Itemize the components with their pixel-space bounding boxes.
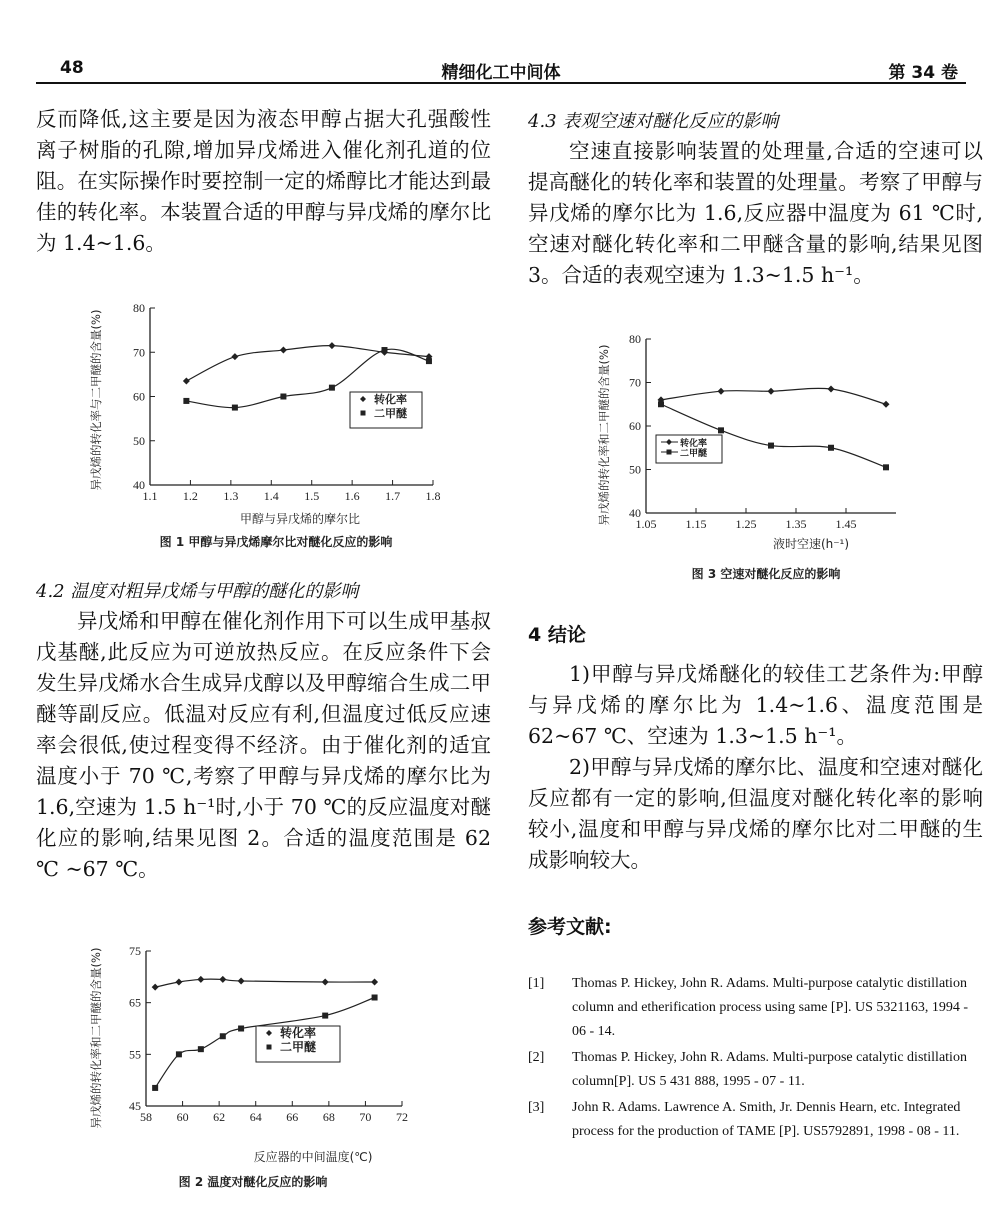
reference-item	[528, 1046, 978, 1094]
page-header	[36, 52, 966, 84]
data-point-dme	[198, 1046, 204, 1052]
data-point-conversion	[768, 388, 775, 395]
data-point-dme	[183, 398, 189, 404]
y-tick-label: 80	[133, 301, 145, 315]
x-tick-label: 1.25	[735, 517, 757, 531]
data-point-dme	[768, 443, 774, 449]
legend-square-icon	[361, 411, 366, 416]
section-title-4: 4 结论	[528, 624, 586, 646]
chart-3	[596, 315, 916, 590]
reference-text: Thomas P. Hickey, John R. Adams. Multi-purpose catalytic distillation column[P]. US 5 431 888, 1995 - 07 - 11.	[572, 1050, 967, 1089]
x-tick-label: 72	[396, 1110, 408, 1124]
page-number: 48	[60, 58, 84, 78]
legend-label: 二甲醚	[680, 449, 708, 459]
series-line-conversion	[155, 979, 374, 987]
right-conclusion	[528, 620, 983, 876]
y-tick-label: 45	[129, 1099, 141, 1113]
figure-2	[88, 928, 438, 1188]
y-tick-label: 50	[133, 433, 145, 448]
paragraph-temperature: 异戊烯和甲醇在催化剂作用下可以生成甲基叔戊基醚,此反应为可逆放热反应。在反应条件下会发生异戊烯水合生成异戊醇以及甲醇缩合生成二甲醚等副反应。低温对反应有利,但温度过低反应速率会很低,使过程变得不经济。由于催化剂的适宜温度小于 70 ℃,考察了甲醇与异戊烯的摩尔比为 1.6,空速为 1.5 h⁻¹时,小于 70 ℃的反应温度对醚化应的影响,结果见图 2。合适的温度范围是 62 ℃ ~67 ℃。	[36, 609, 491, 881]
x-tick-label: 1.45	[835, 517, 857, 531]
x-tick-label: 66	[286, 1110, 299, 1124]
section-title-4-2: 4.2 温度对粗异戊烯与甲醇的醚化的影响	[36, 581, 359, 602]
x-tick-label: 1.3	[223, 489, 239, 503]
data-point-dme	[372, 995, 378, 1001]
legend-label: 二甲醚	[374, 407, 407, 420]
data-point-dme	[152, 1085, 158, 1091]
conclusion-2: 2)甲醇与异戊烯的摩尔比、温度和空速对醚化反应都有一定的影响,但温度对醚化转化率的影响较小,温度和甲醇与异戊烯的摩尔比对二甲醚的生成影响较大。	[528, 755, 983, 872]
x-axis-label: 液时空速(h⁻¹)	[772, 537, 850, 551]
x-tick-label: 1.05	[635, 517, 657, 531]
reference-number: [2]	[528, 1050, 545, 1065]
legend-label: 转化率	[280, 1026, 317, 1040]
data-point-conversion	[322, 979, 329, 986]
x-tick-label: 1.4	[263, 489, 279, 503]
journal-name: 精细化工中间体	[441, 63, 561, 83]
chart-1	[88, 282, 468, 552]
right-section-4-3	[528, 108, 983, 291]
data-point-dme	[220, 1033, 226, 1039]
y-tick-label: 60	[629, 419, 641, 433]
x-tick-label: 1.7	[385, 489, 401, 503]
x-tick-label: 62	[213, 1110, 226, 1124]
x-axis-label: 反应器的中间温度(℃)	[253, 1150, 373, 1164]
x-tick-label: 1.8	[425, 489, 441, 503]
data-point-dme	[329, 385, 335, 391]
data-point-conversion	[371, 979, 378, 986]
data-point-dme	[238, 1026, 244, 1032]
series-line-conversion	[186, 346, 429, 381]
y-tick-label: 60	[133, 389, 145, 404]
y-tick-label: 40	[133, 478, 145, 492]
legend-square-icon	[267, 1045, 272, 1050]
reference-number: [1]	[528, 976, 545, 991]
figure-caption: 图 3 空速对醚化反应的影响	[691, 567, 841, 581]
data-point-conversion	[280, 347, 287, 354]
x-tick-label: 64	[249, 1110, 262, 1124]
x-tick-label: 1.35	[785, 517, 807, 531]
reference-number: [3]	[528, 1100, 545, 1115]
x-tick-label: 1.15	[685, 517, 707, 531]
data-point-conversion	[175, 979, 182, 986]
y-tick-label: 40	[629, 506, 641, 520]
y-tick-label: 50	[629, 462, 641, 477]
y-tick-label: 65	[129, 995, 141, 1010]
reference-item	[528, 1096, 978, 1144]
left-top-text	[36, 104, 491, 259]
reference-text: Thomas P. Hickey, John R. Adams. Multi-purpose catalytic distillation column and etherification process using same [P]. US 5321163, 1994 - 06 - 14.	[572, 976, 969, 1039]
data-point-conversion	[883, 401, 890, 408]
reference-item	[528, 972, 978, 1044]
y-tick-label: 70	[133, 345, 145, 360]
figure-1	[88, 282, 468, 552]
data-point-dme	[381, 347, 387, 353]
x-axis-label: 甲醇与异戊烯的摩尔比	[239, 512, 361, 526]
data-point-conversion	[152, 984, 159, 991]
data-point-dme	[718, 427, 724, 433]
data-point-dme	[232, 405, 238, 411]
data-point-dme	[176, 1051, 182, 1057]
x-tick-label: 58	[140, 1110, 152, 1124]
references-title: 参考文献:	[528, 916, 612, 938]
conclusion-1: 1)甲醇与异戊烯醚化的较佳工艺条件为:甲醇与异戊烯的摩尔比为 1.4~1.6、温度范围是 62~67 ℃、空速为 1.3~1.5 h⁻¹。	[528, 662, 983, 748]
volume: 第 34 卷	[888, 63, 958, 83]
figure-caption: 图 1 甲醇与异戊烯摩尔比对醚化反应的影响	[159, 535, 393, 549]
data-point-conversion	[718, 388, 725, 395]
chart-2	[88, 928, 438, 1188]
data-point-dme	[280, 394, 286, 400]
figure-caption: 图 2 温度对醚化反应的影响	[178, 1175, 328, 1188]
x-tick-label: 1.2	[182, 489, 198, 503]
y-tick-label: 55	[129, 1047, 141, 1062]
reference-text: John R. Adams. Lawrence A. Smith, Jr. Dennis Hearn, etc. Integrated process for the production of TAME [P]. US5792891, 1998 - 08 - 11.	[572, 1100, 961, 1139]
data-point-dme	[828, 445, 834, 451]
y-tick-label: 75	[129, 944, 141, 958]
y-tick-label: 80	[629, 332, 641, 346]
data-point-conversion	[828, 386, 835, 393]
data-point-conversion	[183, 378, 190, 385]
paragraph-molar-ratio: 反而降低,这主要是因为液态甲醇占据大孔强酸性离子树脂的孔隙,增加异戊烯进入催化剂孔道的位阻。在实际操作时要控制一定的烯醇比才能达到最佳的转化率。本装置合适的甲醇与异戊烯的摩尔比为 1.4~1.6。	[36, 107, 491, 255]
data-point-conversion	[219, 976, 226, 983]
data-point-conversion	[328, 342, 335, 349]
references-title-block	[528, 912, 983, 943]
y-axis-label: 异戊烯的转化率和二甲醚的含量(%)	[89, 947, 103, 1129]
legend-square-icon	[667, 450, 672, 455]
legend-label: 转化率	[680, 439, 708, 449]
x-tick-label: 70	[359, 1110, 372, 1124]
paragraph-space-velocity: 空速直接影响装置的处理量,合适的空速可以提高醚化的转化率和装置的处理量。考察了甲醇与异戊烯的摩尔比为 1.6,反应器中温度为 61 ℃时,空速对醚化转化率和二甲醚含量的影响,结果见图 3。合适的表观空速为 1.3~1.5 h⁻¹。	[528, 139, 983, 287]
legend-label: 二甲醚	[280, 1040, 317, 1054]
references-list	[528, 972, 978, 1146]
data-point-dme	[883, 464, 889, 470]
data-point-conversion	[197, 976, 204, 983]
x-tick-label: 1.6	[344, 489, 360, 503]
figure-3	[596, 315, 916, 590]
data-point-dme	[322, 1013, 328, 1019]
data-point-dme	[426, 358, 432, 364]
x-tick-label: 60	[176, 1110, 189, 1124]
y-tick-label: 70	[629, 375, 641, 390]
left-section-4-2	[36, 578, 491, 885]
legend-label: 转化率	[374, 393, 407, 406]
x-tick-label: 68	[322, 1110, 335, 1124]
y-axis-label: 异戊烯的转化率和二甲醚的含量(%)	[597, 344, 611, 526]
x-tick-label: 1.1	[142, 489, 158, 503]
data-point-conversion	[231, 353, 238, 360]
data-point-dme	[658, 401, 664, 407]
section-title-4-3: 4.3 表观空速对醚化反应的影响	[528, 111, 779, 132]
data-point-conversion	[238, 977, 245, 984]
y-axis-label: 异戊烯的转化率与二甲醚的含量(%)	[89, 309, 103, 491]
x-tick-label: 1.5	[304, 489, 320, 503]
